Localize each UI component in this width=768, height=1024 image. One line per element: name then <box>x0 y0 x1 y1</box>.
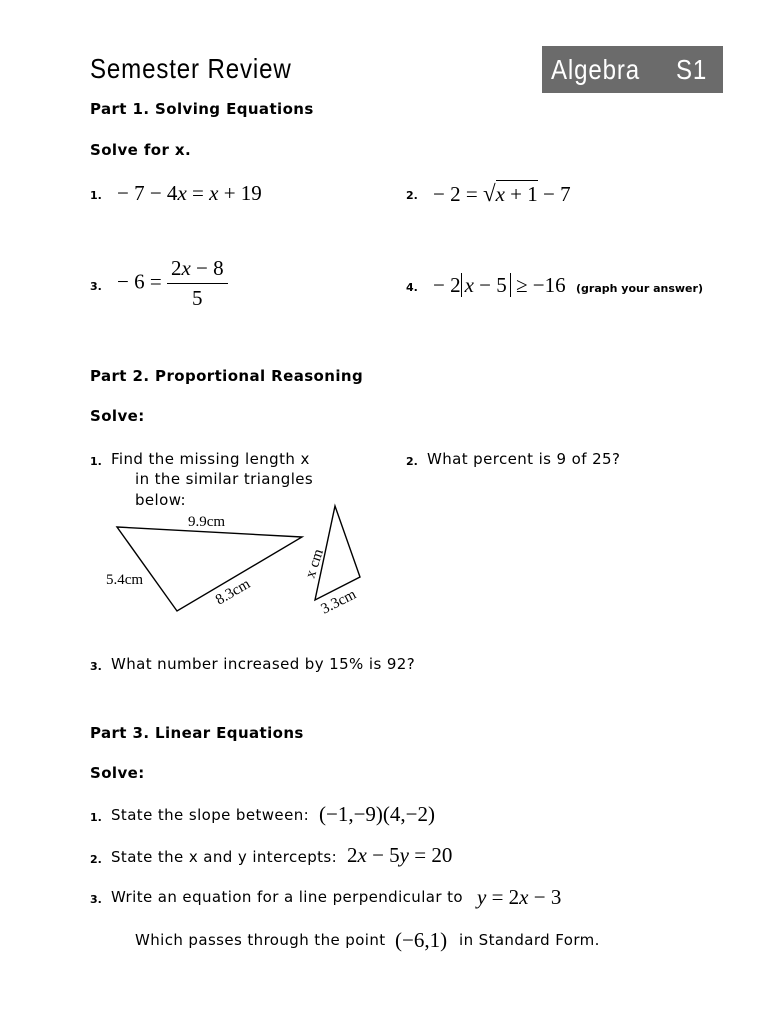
problem-text: What number increased by 15% is 92? <box>111 655 416 673</box>
problem-number: 1. <box>90 189 102 202</box>
part1-instruction: Solve for x. <box>90 141 192 159</box>
absolute-value: x − 5 <box>461 273 511 297</box>
problem-text-line-2-end: in Standard Form. <box>459 931 600 949</box>
document-title: Semester Review <box>90 53 292 84</box>
line-equation: y = 2x − 3 <box>477 885 562 909</box>
sqrt-sign: √ <box>482 181 496 206</box>
equation: − 2 = √x + 1 − 7 <box>433 181 571 206</box>
small-triangle-bottom-label: 3.3cm <box>318 586 359 618</box>
equation: − 6 = $\frac{2x - 8}{5}$ <box>117 256 228 311</box>
part3-instruction: Solve: <box>90 764 145 782</box>
large-triangle-bottom-label: 8.3cm <box>213 576 254 609</box>
problem-number: 3. <box>90 893 102 906</box>
inequality: − 2 x − 5 ≥ −16 <box>433 273 566 297</box>
equation: − 7 − 4x = x + 19 <box>117 181 262 205</box>
problem-number: 2. <box>90 853 102 866</box>
subject-label: Algebra <box>551 54 641 85</box>
part2-instruction: Solve: <box>90 407 145 425</box>
problem-text: What percent is 9 of 25? <box>427 450 621 468</box>
problem-text-line-2: Which passes through the point <box>135 931 386 949</box>
part3-heading: Part 3. Linear Equations <box>90 724 304 742</box>
problem-number: 4. <box>406 281 418 294</box>
large-triangle-left-label: 5.4cm <box>106 572 144 588</box>
problem-text-line-3: below: <box>135 491 186 509</box>
course-code: S1 <box>676 54 708 85</box>
point-expression: (−6,1) <box>395 928 448 952</box>
problem-number: 3. <box>90 280 102 293</box>
problem-text-line-2: in the similar triangles <box>135 470 314 488</box>
problem-number: 1. <box>90 455 102 468</box>
problem-number: 2. <box>406 455 418 468</box>
problem-text: State the x and y intercepts: <box>111 848 338 866</box>
large-triangle-top-label: 9.9cm <box>188 514 226 530</box>
part1-heading: Part 1. Solving Equations <box>90 100 314 118</box>
problem-text: State the slope between: <box>111 806 310 824</box>
large-triangle <box>117 527 302 611</box>
graph-note: (graph your answer) <box>576 282 703 295</box>
problem-text-line-1: Find the missing length x <box>111 450 310 468</box>
points-expression: (−1,−9)(4,−2) <box>319 802 436 826</box>
problem-text: Write an equation for a line perpendicular to <box>111 888 463 906</box>
problem-number: 1. <box>90 811 102 824</box>
small-triangle-side-label: x cm <box>302 547 327 581</box>
part2-heading: Part 2. Proportional Reasoning <box>90 367 364 385</box>
problem-number: 3. <box>90 660 102 673</box>
line-equation: 2x − 5y = 20 <box>347 843 453 867</box>
fraction: $\frac{2x - 8}{5}$ <box>167 256 228 311</box>
problem-number: 2. <box>406 189 418 202</box>
